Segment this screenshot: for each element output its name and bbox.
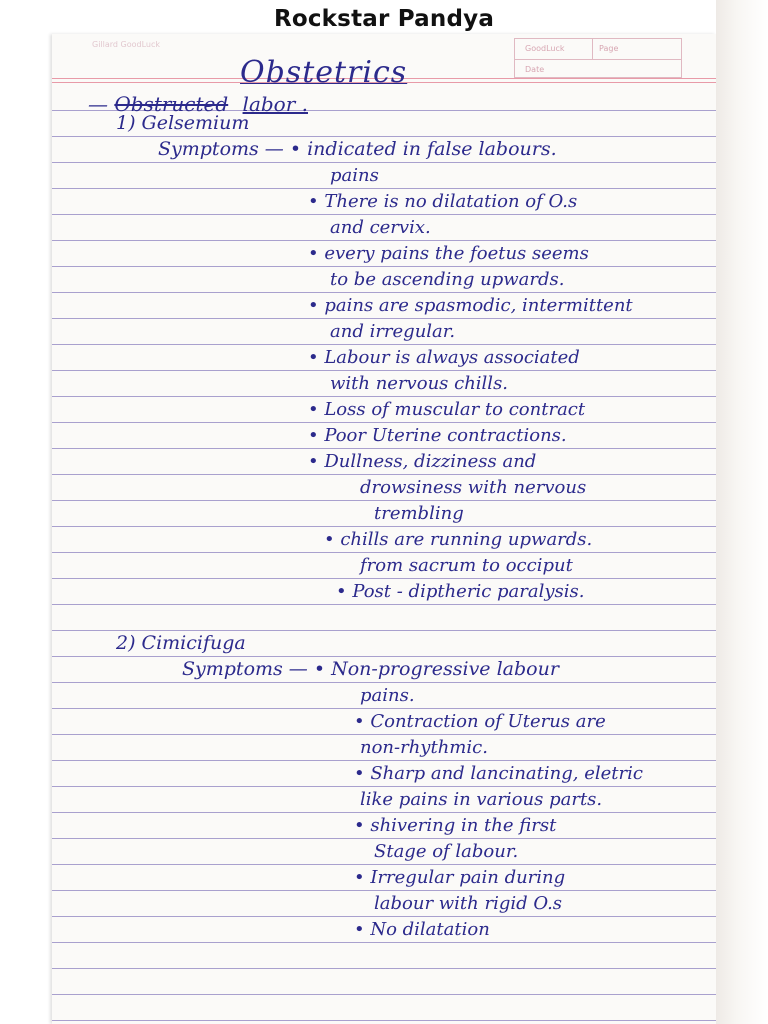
topic-word: labor . <box>242 92 308 116</box>
note-line: trembling <box>374 503 464 524</box>
ruled-line <box>52 188 716 189</box>
ruled-line <box>52 864 716 865</box>
note-line: Symptoms — • indicated in false labours. <box>158 138 557 160</box>
note-line: • There is no dilatation of O.s <box>308 191 578 212</box>
ruled-line <box>52 240 716 241</box>
note-line: non-rhythmic. <box>360 737 488 758</box>
note-line: • Post - diptheric paralysis. <box>336 581 585 602</box>
note-line: from sacrum to occiput <box>360 555 573 576</box>
ruled-line <box>52 344 716 345</box>
ruled-line <box>52 890 716 891</box>
note-line: Symptoms — • Non-progressive labour <box>182 658 559 680</box>
ruled-line <box>52 838 716 839</box>
note-line: to be ascending upwards. <box>330 269 565 290</box>
ruled-line <box>52 786 716 787</box>
note-line: • Contraction of Uterus are <box>354 711 606 732</box>
ruled-line <box>52 734 716 735</box>
note-line: • every pains the foetus seems <box>308 243 589 264</box>
header-pages-label: Page <box>599 44 619 53</box>
header-date-label: Date <box>525 65 545 74</box>
ruled-line <box>52 578 716 579</box>
ruled-line <box>52 136 716 137</box>
document-title: Rockstar Pandya <box>273 6 495 32</box>
ruled-line <box>52 474 716 475</box>
note-line: labour with rigid O.s <box>374 893 563 914</box>
ruled-line <box>52 812 716 813</box>
ruled-line <box>52 292 716 293</box>
ruled-line <box>52 552 716 553</box>
topic-heading <box>88 94 308 114</box>
ruled-line <box>52 656 716 657</box>
header-box-divider <box>515 59 681 60</box>
note-line: Stage of labour. <box>374 841 519 862</box>
topic-dash: — <box>88 92 108 116</box>
note-line: drowsiness with nervous <box>360 477 587 498</box>
ruled-line <box>52 1020 716 1021</box>
note-line: 1) Gelsemium <box>116 112 250 134</box>
note-line: pains <box>330 165 379 186</box>
note-line: with nervous chills. <box>330 373 509 394</box>
ruled-line <box>52 916 716 917</box>
page-header-box <box>514 38 682 78</box>
header-left-text: Gillard GoodLuck <box>92 40 161 49</box>
subject-title: Obstetrics <box>240 55 408 90</box>
note-line: • chills are running upwards. <box>324 529 593 550</box>
ruled-line <box>52 448 716 449</box>
note-line: and irregular. <box>330 321 456 342</box>
note-line: 2) Cimicifuga <box>116 632 246 654</box>
note-line: and cervix. <box>330 217 431 238</box>
note-line: pains. <box>360 685 415 706</box>
notebook-page <box>52 34 716 1024</box>
ruled-line <box>52 500 716 501</box>
ruled-line <box>52 318 716 319</box>
ruled-line <box>52 396 716 397</box>
page-edge <box>716 0 768 1024</box>
header-box-divider <box>592 39 593 59</box>
ruled-line <box>52 526 716 527</box>
note-line: • Labour is always associated <box>308 347 580 368</box>
note-line: • Poor Uterine contractions. <box>308 425 567 446</box>
note-line: • Dullness, dizziness and <box>308 451 537 472</box>
note-line: • Sharp and lancinating, eletric <box>354 763 643 784</box>
note-line: • No dilatation <box>354 919 490 940</box>
ruled-line <box>52 708 716 709</box>
ruled-line <box>52 968 716 969</box>
ruled-line <box>52 682 716 683</box>
ruled-line <box>52 942 716 943</box>
ruled-line <box>52 422 716 423</box>
ruled-line <box>52 994 716 995</box>
ruled-line <box>52 370 716 371</box>
ruled-line <box>52 266 716 267</box>
topic-struck-word: Obstructed <box>114 92 229 116</box>
ruled-line <box>52 630 716 631</box>
ruled-line <box>52 214 716 215</box>
note-line: • shivering in the first <box>354 815 557 836</box>
note-line: • Irregular pain during <box>354 867 566 888</box>
ruled-line <box>52 760 716 761</box>
note-line: • pains are spasmodic, intermittent <box>308 295 633 316</box>
header-brand: GoodLuck <box>525 44 565 53</box>
note-line: • Loss of muscular to contract <box>308 399 586 420</box>
ruled-line <box>52 604 716 605</box>
ruled-line <box>52 162 716 163</box>
note-line: like pains in various parts. <box>360 789 603 810</box>
